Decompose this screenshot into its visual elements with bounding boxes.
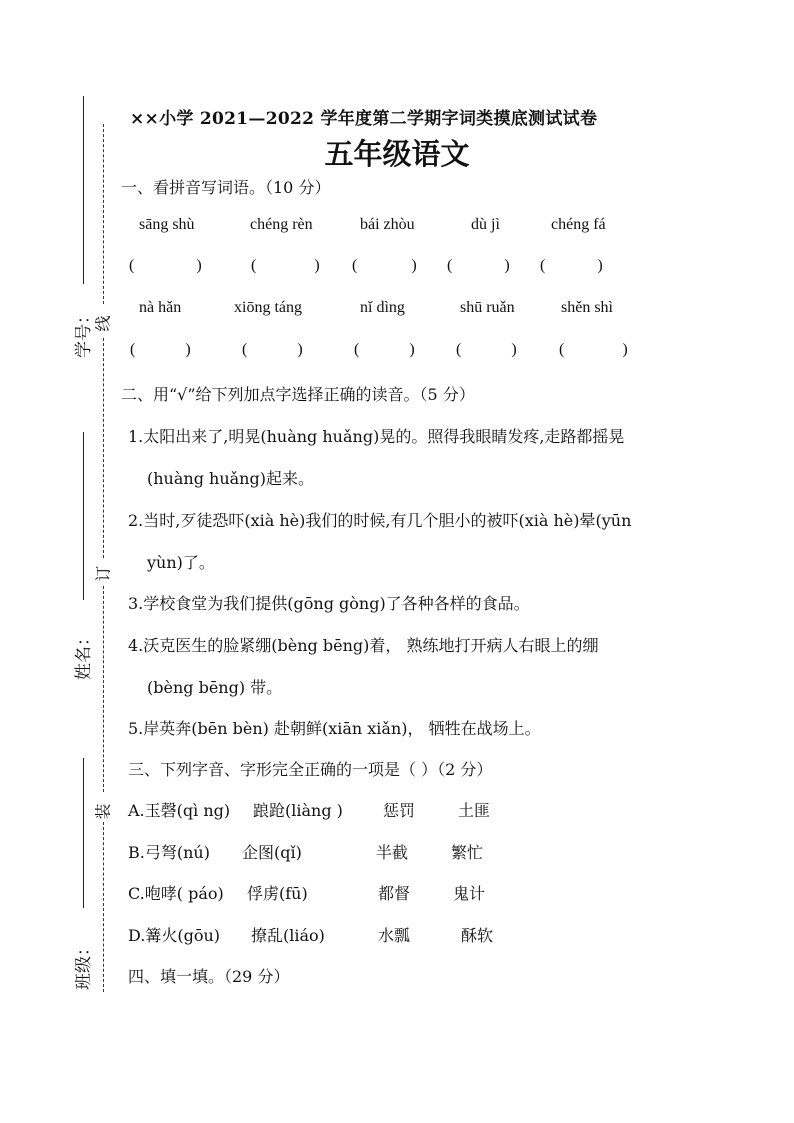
question-line: 1.太阳出来了,明晃(huàng huǎng)晃的。照得我眼睛发疼,走路都摇晃 bbox=[128, 427, 625, 446]
answer-blank[interactable] bbox=[352, 257, 417, 275]
section1-heading: 一、看拼音写词语。（10 分） bbox=[121, 178, 331, 197]
answer-blank[interactable] bbox=[559, 341, 628, 359]
paren-close: ) bbox=[511, 341, 517, 358]
paren-open: ( bbox=[559, 341, 565, 358]
pinyin-item: dù jì bbox=[471, 216, 500, 233]
paren-close: ) bbox=[597, 257, 603, 274]
paren-open: ( bbox=[251, 257, 257, 274]
binding-line-outer bbox=[83, 758, 84, 908]
paren-close: ) bbox=[622, 341, 628, 358]
option-item: 都督 bbox=[378, 884, 411, 903]
question-line: 5.岸英奔(bēn bèn) 赴朝鲜(xiān xiǎn)， 牺牲在战场上。 bbox=[128, 719, 541, 738]
pinyin-item: chéng rèn bbox=[250, 216, 313, 233]
answer-blank[interactable] bbox=[130, 341, 191, 359]
pinyin-item: sāng shù bbox=[139, 216, 195, 233]
pinyin-item: shěn shì bbox=[561, 299, 613, 316]
option-item: 酥软 bbox=[461, 926, 494, 945]
option-item: B.弓弩(nú) bbox=[128, 843, 210, 862]
binding-char-line: 线 bbox=[93, 315, 113, 332]
answer-blank[interactable] bbox=[129, 257, 202, 275]
paren-close: ) bbox=[314, 257, 320, 274]
paren-open: ( bbox=[447, 257, 453, 274]
section2-heading: 二、用“√”给下列加点字选择正确的读音。（5 分） bbox=[121, 385, 475, 404]
option-item: 惩罚 bbox=[383, 801, 416, 820]
option-item: 踉跄(liàng ) bbox=[253, 801, 343, 820]
option-item: 鬼计 bbox=[453, 884, 486, 903]
pinyin-item: chéng fá bbox=[551, 216, 606, 233]
pinyin-item: nà hǎn bbox=[139, 299, 182, 316]
question-line: (huàng huǎng)起来。 bbox=[147, 469, 314, 488]
answer-blank[interactable] bbox=[242, 341, 303, 359]
binding-char-ding: 订 bbox=[93, 565, 113, 582]
paren-close: ) bbox=[504, 257, 510, 274]
option-item: 水瓢 bbox=[378, 926, 411, 945]
question-line: yùn)了。 bbox=[147, 553, 215, 572]
paren-close: ) bbox=[185, 341, 191, 358]
question-line: 4.沃克医生的脸紧绷(bèng bēng)着， 熟练地打开病人右眼上的绷 bbox=[128, 636, 599, 655]
pinyin-item: shū ruǎn bbox=[460, 299, 515, 316]
option-item: A.玉磬(qì ng) bbox=[128, 801, 231, 820]
paren-open: ( bbox=[242, 341, 248, 358]
answer-blank[interactable] bbox=[251, 257, 320, 275]
option-item: 繁忙 bbox=[451, 843, 484, 862]
paren-open: ( bbox=[354, 341, 360, 358]
answer-blank[interactable] bbox=[354, 341, 415, 359]
paren-open: ( bbox=[352, 257, 358, 274]
answer-blank[interactable] bbox=[456, 341, 517, 359]
exam-title: ××小学 2021—2022 学年度第二学期字词类摸底测试试卷 bbox=[130, 109, 598, 129]
subject-title: 五年级语文 bbox=[324, 137, 470, 171]
class-label: 班级： bbox=[74, 939, 94, 990]
name-label: 姓名： bbox=[74, 629, 94, 680]
paren-close: ) bbox=[411, 257, 417, 274]
question-line: 2.当时,歹徒恐吓(xià hè)我们的时候,有几个胆小的被吓(xià hè)晕(yūn bbox=[128, 511, 632, 530]
option-item: 半截 bbox=[376, 843, 409, 862]
answer-blank[interactable] bbox=[447, 257, 510, 275]
answer-blank[interactable] bbox=[540, 257, 603, 275]
student-no-label: 学号： bbox=[74, 307, 94, 358]
option-item: 企图(qǐ) bbox=[242, 843, 302, 862]
option-item: D.篝火(gōu) bbox=[128, 926, 221, 945]
binding-line-outer bbox=[83, 432, 84, 600]
section3-heading: 三、下列字音、字形完全正确的一项是（ ）（2 分） bbox=[128, 760, 493, 779]
paren-open: ( bbox=[129, 257, 135, 274]
binding-dash-line bbox=[103, 586, 104, 792]
pinyin-item: xiōng táng bbox=[234, 299, 302, 316]
paren-close: ) bbox=[297, 341, 303, 358]
option-item: C.咆哮( páo) bbox=[128, 884, 224, 903]
binding-line-outer bbox=[83, 96, 84, 284]
option-item: 撩乱(liáo) bbox=[251, 926, 325, 945]
binding-char-zhuang: 装 bbox=[93, 803, 113, 820]
pinyin-item: nǐ dìng bbox=[360, 299, 405, 316]
binding-dash-line bbox=[103, 338, 104, 558]
pinyin-item: bái zhòu bbox=[360, 216, 415, 233]
section4-heading: 四、填一填。（29 分） bbox=[128, 967, 290, 986]
question-line: 3.学校食堂为我们提供(gōng gòng)了各种各样的食品。 bbox=[128, 594, 530, 613]
paren-open: ( bbox=[456, 341, 462, 358]
option-item: 土匪 bbox=[458, 801, 491, 820]
binding-dash-line bbox=[103, 822, 104, 992]
option-item: 俘虏(fū) bbox=[247, 884, 308, 903]
paren-open: ( bbox=[130, 341, 136, 358]
paren-close: ) bbox=[409, 341, 415, 358]
paren-open: ( bbox=[540, 257, 546, 274]
question-line: (bèng bēng) 带。 bbox=[147, 678, 283, 697]
paren-close: ) bbox=[196, 257, 202, 274]
